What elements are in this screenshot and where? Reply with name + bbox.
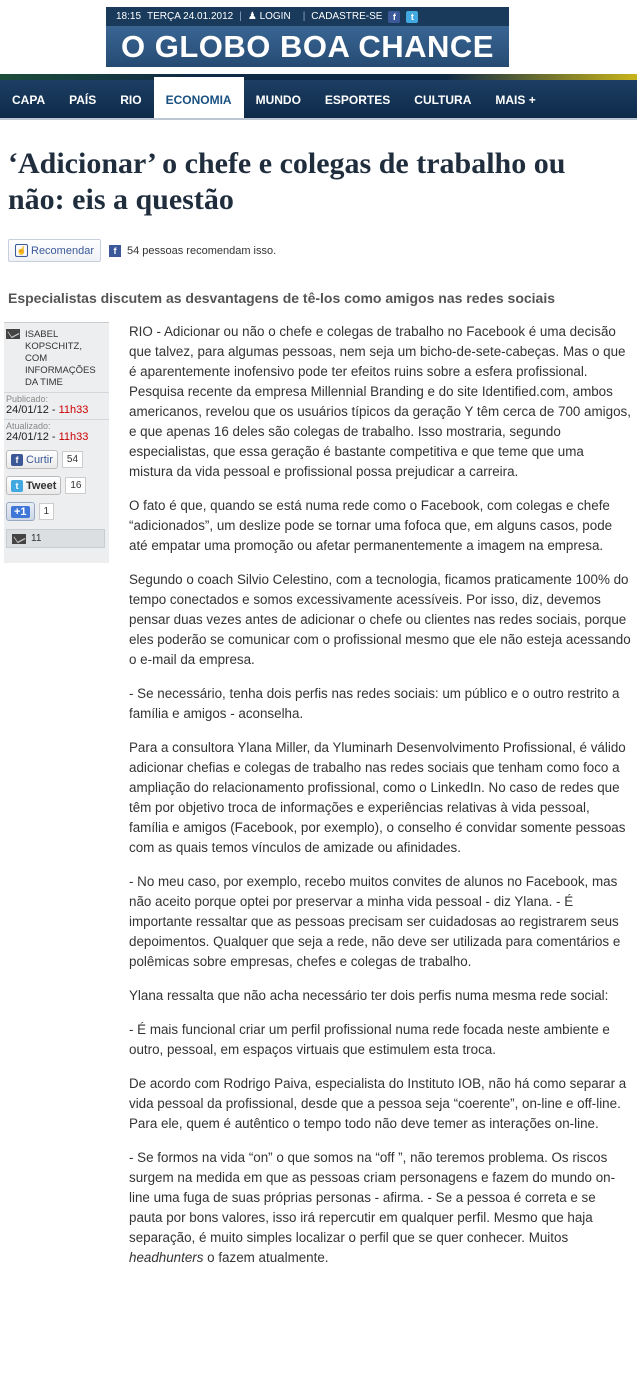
nav-item-mundo[interactable]: MUNDO bbox=[255, 93, 301, 107]
paragraph: - Se necessário, tenha dois perfis nas redes sociais: um público e o outro restrito a família e amigos - aconselha. bbox=[129, 686, 620, 721]
twitter-icon[interactable]: t bbox=[406, 11, 418, 23]
like-button[interactable]: f Curtir bbox=[6, 450, 58, 469]
paragraph: Segundo o coach Silvio Celestino, com a tecnologia, ficamos praticamente 100% do tempo conectados e somos excessivamente acessíveis. Por isso, diz, devemos pensar duas vezes antes de adicionar o chefe ou clientes nas redes sociais, porque eles poderão se comunicar com o profissional mesmo que ele não esteja acessando o e-mail da empresa. bbox=[129, 572, 631, 667]
recommend-label: Recomendar bbox=[31, 244, 94, 257]
like-count: 54 bbox=[62, 451, 83, 468]
article-subtitle: Especialistas discutem as desvantagens de tê-los como amigos nas redes sociais bbox=[8, 290, 556, 306]
nav-divider bbox=[0, 118, 637, 120]
headhunters-emphasis: headhunters bbox=[129, 1250, 204, 1265]
envelope-icon bbox=[12, 534, 26, 544]
site-logo[interactable]: O GLOBO BOA CHANCE bbox=[106, 26, 509, 67]
author-name[interactable]: ISABEL KOPSCHITZ, COM INFORMAÇÕES DA TIME bbox=[25, 329, 96, 388]
paragraph: RIO - Adicionar ou não o chefe e colegas de trabalho no Facebook é uma decisão que talvez, para algumas pessoas, nem seja um bicho-de-sete-cabeças. Mas o que é aparentemente inofensivo pode ter efeitos ruins sobre a esfera profissional. Pesquisa recente da empresa Millennial Branding e do site Identified.com, ambos americanos, revelou que os usuários típicos da geração Y têm cerca de 700 amigos, e que apenas 16 deles são colegas de trabalho. Isso mostraria, segundo especialistas, que essa geração é bastante competitiva e que teme que uma mistura da vida pessoal e profissional possa prejudicar a carreira. bbox=[129, 324, 631, 479]
nav-item-economia[interactable]: ECONOMIA bbox=[154, 77, 244, 118]
login-link[interactable]: ♟ LOGIN bbox=[247, 11, 291, 22]
like-share-row bbox=[4, 450, 109, 469]
updated-datetime: 24/01/12 - 11h33 bbox=[6, 431, 89, 443]
current-date: TERÇA 24.01.2012 bbox=[147, 11, 234, 22]
recommend-button[interactable] bbox=[8, 239, 101, 262]
clock-time: 18:15 bbox=[116, 11, 142, 22]
article-sidebar bbox=[4, 322, 109, 563]
top-bar: 18:15 TERÇA 24.01.2012 | ♟ LOGIN | CADASTRE-SE f t bbox=[106, 7, 509, 26]
paragraph: - É mais funcional criar um perfil profissional numa rede focada neste ambiente e outro, pessoal, em espaços virtuais que estimulem esta troca. bbox=[129, 1022, 610, 1057]
facebook-icon: f bbox=[109, 245, 121, 257]
nav-item-cultura[interactable]: CULTURA bbox=[414, 93, 472, 107]
author-block bbox=[4, 323, 109, 389]
nav-item-rio[interactable]: RIO bbox=[120, 93, 142, 107]
thumbs-up-icon: ☝ bbox=[16, 246, 27, 255]
register-link[interactable]: CADASTRE-SE bbox=[311, 11, 383, 22]
envelope-icon[interactable] bbox=[6, 329, 20, 339]
paragraph: De acordo com Rodrigo Paiva, especialista do Instituto IOB, não há como separar a vida pessoal da profissional, desde que a pessoa seja “coerente”, on-line e off-line. Para ele, quem é autêntico o tempo todo não deve temer as interações on-line. bbox=[129, 1076, 627, 1131]
email-count: 11 bbox=[31, 533, 42, 544]
updated-label: Atualizado: bbox=[4, 419, 109, 431]
paragraph-last: - Se formos na vida “on” o que somos na “off ”, não teremos problema. Os riscos surgem na medida em que as pessoas criam personagens e fazem do mundo on-line uma fuga de suas próprias personas - afirma. - Se a pessoa é correta e se pauta por bons valores, isso irá repercutir em qualquer perfil. Mesmo que haja separação, é muito simples localizar o perfil que se quer conhecer. Muitos headhunters o fazem atualmente. bbox=[129, 1150, 616, 1265]
published-label: Publicado: bbox=[4, 392, 109, 404]
facebook-recommend-bar bbox=[8, 239, 276, 262]
recommend-count: 54 pessoas recomendam isso. bbox=[126, 244, 277, 257]
site-header bbox=[106, 7, 509, 67]
twitter-bird-icon: t bbox=[11, 480, 23, 492]
nav-item-mais[interactable]: MAIS + bbox=[495, 93, 536, 107]
facebook-icon[interactable]: f bbox=[388, 11, 400, 23]
tweet-button[interactable]: t Tweet bbox=[6, 476, 61, 495]
plusone-button[interactable]: +1 bbox=[6, 502, 35, 521]
main-nav bbox=[0, 80, 637, 118]
article-body bbox=[129, 322, 631, 1282]
paragraph: Ylana ressalta que não acha necessário ter dois perfis numa mesma rede social: bbox=[129, 988, 609, 1003]
nav-item-pais[interactable]: PAÍS bbox=[69, 93, 97, 107]
facebook-icon: f bbox=[11, 454, 23, 466]
paragraph: Para a consultora Ylana Miller, da Yluminarh Desenvolvimento Profissional, é válido adicionar chefias e colegas de trabalho nas redes sociais que tenham como foco a ampliação do relacionamento profissional, como o LinkedIn. No caso de redes que têm por objetivo troca de informações e experiências relativas à vida pessoal, família e amigos (Facebook, por exemplo), o conselho é convidar somente pessoas com as quais temos vínculos de amizade ou afinidades. bbox=[129, 740, 626, 855]
paragraph: - No meu caso, por exemplo, recebo muitos convites de alunos no Facebook, mas não aceito porque optei por preservar a minha vida pessoal - diz Ylana. - É importante ressaltar que as pessoas precisam ser cuidadosas ao registrarem seus depoimentos. Qualquer que seja a rede, não deve ser utilizada para comentários e polêmicas sobre empresas, chefes e colegas de trabalho. bbox=[129, 874, 621, 969]
nav-item-capa[interactable]: CAPA bbox=[12, 93, 46, 107]
tweet-count: 16 bbox=[65, 477, 86, 494]
published-datetime: 24/01/12 - 11h33 bbox=[6, 404, 89, 416]
article-title: ‘Adicionar’ o chefe e colegas de trabalho ou não: eis a questão bbox=[8, 147, 566, 216]
nav-item-esportes[interactable]: ESPORTES bbox=[324, 93, 391, 107]
plusone-count: 1 bbox=[39, 503, 55, 520]
plusone-share-row bbox=[4, 502, 109, 521]
tweet-share-row bbox=[4, 476, 109, 495]
paragraph: O fato é que, quando se está numa rede como o Facebook, com colegas e chefe “adicionados”, um deslize pode se tornar uma fofoca que, em alguns casos, pode até empatar uma promoção ou afetar permanentemente a imagem na empresa. bbox=[129, 498, 613, 553]
email-share-button[interactable] bbox=[6, 529, 105, 548]
